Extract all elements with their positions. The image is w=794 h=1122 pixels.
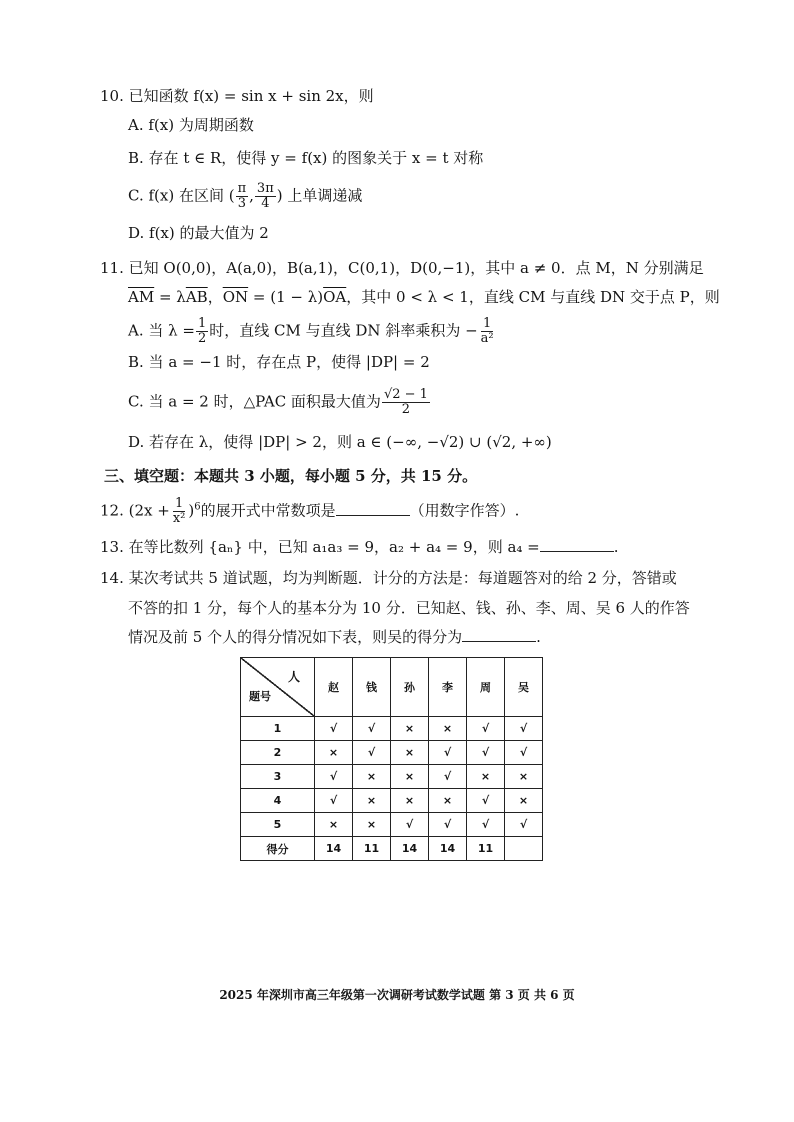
answer-mark: × bbox=[429, 789, 467, 813]
score-value: 14 bbox=[429, 837, 467, 861]
answer-mark: √ bbox=[505, 741, 543, 765]
q14-text-line3: 情况及前 5 个人的得分情况如下表，则吴的得分为 bbox=[128, 628, 463, 646]
q12-pre: (2x + bbox=[128, 501, 170, 520]
q11-a-frac bbox=[196, 317, 208, 346]
q12-tail: （用数字作答）. bbox=[409, 501, 520, 520]
score-value: 11 bbox=[353, 837, 391, 861]
answer-mark: √ bbox=[315, 765, 353, 789]
q11-stem1: 已知 O(0,0)，A(a,0)，B(a,1)，C(0,1)，D(0,−1)，其中 a ≠ 0．点 M，N 分别满足 bbox=[128, 259, 704, 277]
header-person-4: 李 bbox=[429, 658, 467, 717]
q10-option-a: A. f(x) 为周期函数 bbox=[128, 116, 254, 134]
q14-answer-blank[interactable] bbox=[462, 627, 536, 642]
q14-line2: 不答的扣 1 分，每个人的基本分为 10 分．已知赵、钱、孙、李、周、吴 6 人的作答 bbox=[128, 599, 690, 617]
answer-mark: × bbox=[429, 717, 467, 741]
corner-label-people: 人 bbox=[287, 670, 300, 684]
q11-a-frac2 bbox=[479, 317, 496, 346]
q11-a-pre: A. 当 λ = bbox=[128, 321, 195, 340]
q13-number: 13. bbox=[100, 538, 124, 556]
answer-mark: √ bbox=[467, 813, 505, 837]
q11-stem-line1 bbox=[100, 258, 704, 278]
q11-eq1: = λ bbox=[154, 288, 186, 306]
answer-mark: × bbox=[505, 789, 543, 813]
score-table bbox=[240, 657, 543, 861]
q10-c-pre: C. f(x) 在区间 ( bbox=[128, 186, 235, 205]
q12-answer-blank[interactable] bbox=[336, 501, 410, 516]
q12-frac bbox=[171, 497, 188, 526]
q14-tail: . bbox=[536, 628, 541, 646]
q11-eq2: = (1 − λ) bbox=[248, 288, 324, 306]
table-row bbox=[241, 741, 543, 765]
q12-text: 的展开式中常数项是 bbox=[200, 501, 336, 520]
q11-vec-ab: $\overline{AB}$ bbox=[185, 288, 208, 306]
answer-mark: × bbox=[467, 765, 505, 789]
q11-a-den2: a² bbox=[480, 331, 494, 346]
q11-option-b: B. 当 a = −1 时，存在点 P，使得 |DP| = 2 bbox=[128, 353, 430, 371]
q14-number: 14. bbox=[100, 569, 124, 587]
q11-option-d: D. 若存在 λ，使得 |DP| > 2，则 a ∈ (−∞, −√2) ∪ (√2, +∞) bbox=[128, 433, 552, 451]
corner-label-question: 题号 bbox=[249, 690, 271, 703]
table-row bbox=[241, 813, 543, 837]
answer-mark: √ bbox=[353, 741, 391, 765]
answer-mark: × bbox=[353, 789, 391, 813]
row-question-number: 1 bbox=[241, 717, 315, 741]
answer-mark: √ bbox=[315, 717, 353, 741]
header-person-1: 赵 bbox=[315, 658, 353, 717]
q10-stem-text: 已知函数 f(x) = sin x + sin 2x，则 bbox=[128, 87, 374, 105]
q12-den: x² bbox=[172, 511, 186, 526]
answer-mark: √ bbox=[505, 813, 543, 837]
q11-c-num: √2 − 1 bbox=[383, 387, 428, 402]
q11-a-den: 2 bbox=[197, 331, 207, 346]
answer-mark: × bbox=[391, 741, 429, 765]
q10-c-post: ) 上单调递减 bbox=[276, 186, 363, 205]
q13 bbox=[100, 537, 619, 557]
q11-c-den: 2 bbox=[401, 402, 411, 417]
q12-post: ) bbox=[188, 501, 195, 520]
answer-mark: × bbox=[315, 813, 353, 837]
q12-exponent: 6 bbox=[194, 501, 201, 513]
header-person-6: 吴 bbox=[505, 658, 543, 717]
page-footer: 2025 年深圳市高三年级第一次调研考试数学试题 第 3 页 共 6 页 bbox=[219, 988, 575, 1002]
q13-tail: . bbox=[613, 538, 619, 556]
q10-number: 10. bbox=[100, 87, 124, 105]
score-value: 14 bbox=[391, 837, 429, 861]
q11-option-c bbox=[128, 388, 431, 417]
answer-mark: √ bbox=[505, 717, 543, 741]
q11-a-mid: 时，直线 CM 与直线 DN 斜率乘积为 − bbox=[209, 321, 478, 340]
answer-mark: √ bbox=[315, 789, 353, 813]
q14-line1 bbox=[100, 568, 677, 588]
table-score-row bbox=[241, 837, 543, 861]
score-value: 11 bbox=[467, 837, 505, 861]
table-corner-diagonal bbox=[241, 658, 314, 716]
answer-mark: √ bbox=[467, 741, 505, 765]
q11-a-num: 1 bbox=[197, 316, 207, 331]
answer-mark: √ bbox=[353, 717, 391, 741]
q10-option-d: D. f(x) 的最大值为 2 bbox=[128, 224, 269, 242]
q11-stem-line2 bbox=[128, 287, 720, 307]
q10-stem bbox=[100, 86, 374, 106]
header-person-2: 钱 bbox=[353, 658, 391, 717]
answer-mark: × bbox=[391, 765, 429, 789]
score-value bbox=[505, 837, 543, 861]
q11-c-pre: C. 当 a = 2 时，△PAC 面积最大值为 bbox=[128, 392, 381, 411]
q10-option-c: C. f(x) 在区间 ( $\frac{\pi}{3}$ , $\frac{3\pi}{4}$ ) 上单调递减 bbox=[128, 181, 363, 211]
row-question-number: 4 bbox=[241, 789, 315, 813]
answer-mark: × bbox=[353, 765, 391, 789]
table-row bbox=[241, 789, 543, 813]
table-row bbox=[241, 717, 543, 741]
q12 bbox=[100, 497, 519, 526]
q10-c-num2: 3π bbox=[256, 181, 274, 196]
q11-stem-rest: ，其中 0 < λ < 1，直线 CM 与直线 DN 交于点 P，则 bbox=[346, 288, 720, 306]
q11-c-frac bbox=[382, 388, 430, 417]
q14-line3 bbox=[128, 627, 541, 647]
q10-c-den2: 4 bbox=[261, 196, 270, 211]
q11-vec-on: $\overline{ON}$ bbox=[222, 288, 249, 306]
q11-vec-am: $\overline{AM}$ bbox=[128, 288, 155, 306]
answer-mark: √ bbox=[391, 813, 429, 837]
q10-c-frac2 bbox=[255, 182, 276, 211]
q14-text-line1: 某次考试共 5 道试题，均为判断题．计分的方法是：每道题答对的给 2 分，答错或 bbox=[128, 569, 677, 587]
section-3-heading: 三、填空题：本题共 3 小题，每小题 5 分，共 15 分。 bbox=[104, 467, 478, 485]
answer-mark: × bbox=[315, 741, 353, 765]
header-person-5: 周 bbox=[467, 658, 505, 717]
answer-mark: × bbox=[505, 765, 543, 789]
q10-c-num1: π bbox=[237, 181, 247, 196]
answer-mark: × bbox=[391, 789, 429, 813]
q11-vec-oa: $\overline{OA}$ bbox=[323, 288, 347, 306]
answer-mark: √ bbox=[429, 813, 467, 837]
answer-mark: × bbox=[353, 813, 391, 837]
header-person-3: 孙 bbox=[391, 658, 429, 717]
q11-sep: ， bbox=[207, 288, 223, 306]
q12-num: 1 bbox=[174, 496, 184, 511]
table-header-row bbox=[241, 658, 543, 717]
answer-mark: √ bbox=[467, 717, 505, 741]
q10-option-b: B. 存在 t ∈ R，使得 y = f(x) 的图象关于 x = t 对称 bbox=[128, 149, 484, 167]
q10-c-frac1 bbox=[236, 182, 249, 211]
row-question-number: 3 bbox=[241, 765, 315, 789]
q11-option-a bbox=[128, 317, 497, 346]
table-corner-cell bbox=[241, 658, 315, 717]
q11-number: 11. bbox=[100, 259, 124, 277]
q13-answer-blank[interactable] bbox=[540, 537, 614, 552]
answer-mark: √ bbox=[429, 741, 467, 765]
q12-number: 12. bbox=[100, 501, 124, 520]
answer-mark: × bbox=[391, 717, 429, 741]
q10-c-den1: 3 bbox=[237, 196, 246, 211]
row-question-number: 5 bbox=[241, 813, 315, 837]
score-label: 得分 bbox=[241, 837, 315, 861]
row-question-number: 2 bbox=[241, 741, 315, 765]
score-value: 14 bbox=[315, 837, 353, 861]
answer-mark: √ bbox=[429, 765, 467, 789]
q11-a-num2: 1 bbox=[483, 316, 492, 331]
q13-text: 在等比数列 {aₙ} 中，已知 a₁a₃ = 9，a₂ + a₄ = 9，则 a₄ = bbox=[128, 538, 540, 556]
answer-mark: √ bbox=[467, 789, 505, 813]
table-row bbox=[241, 765, 543, 789]
